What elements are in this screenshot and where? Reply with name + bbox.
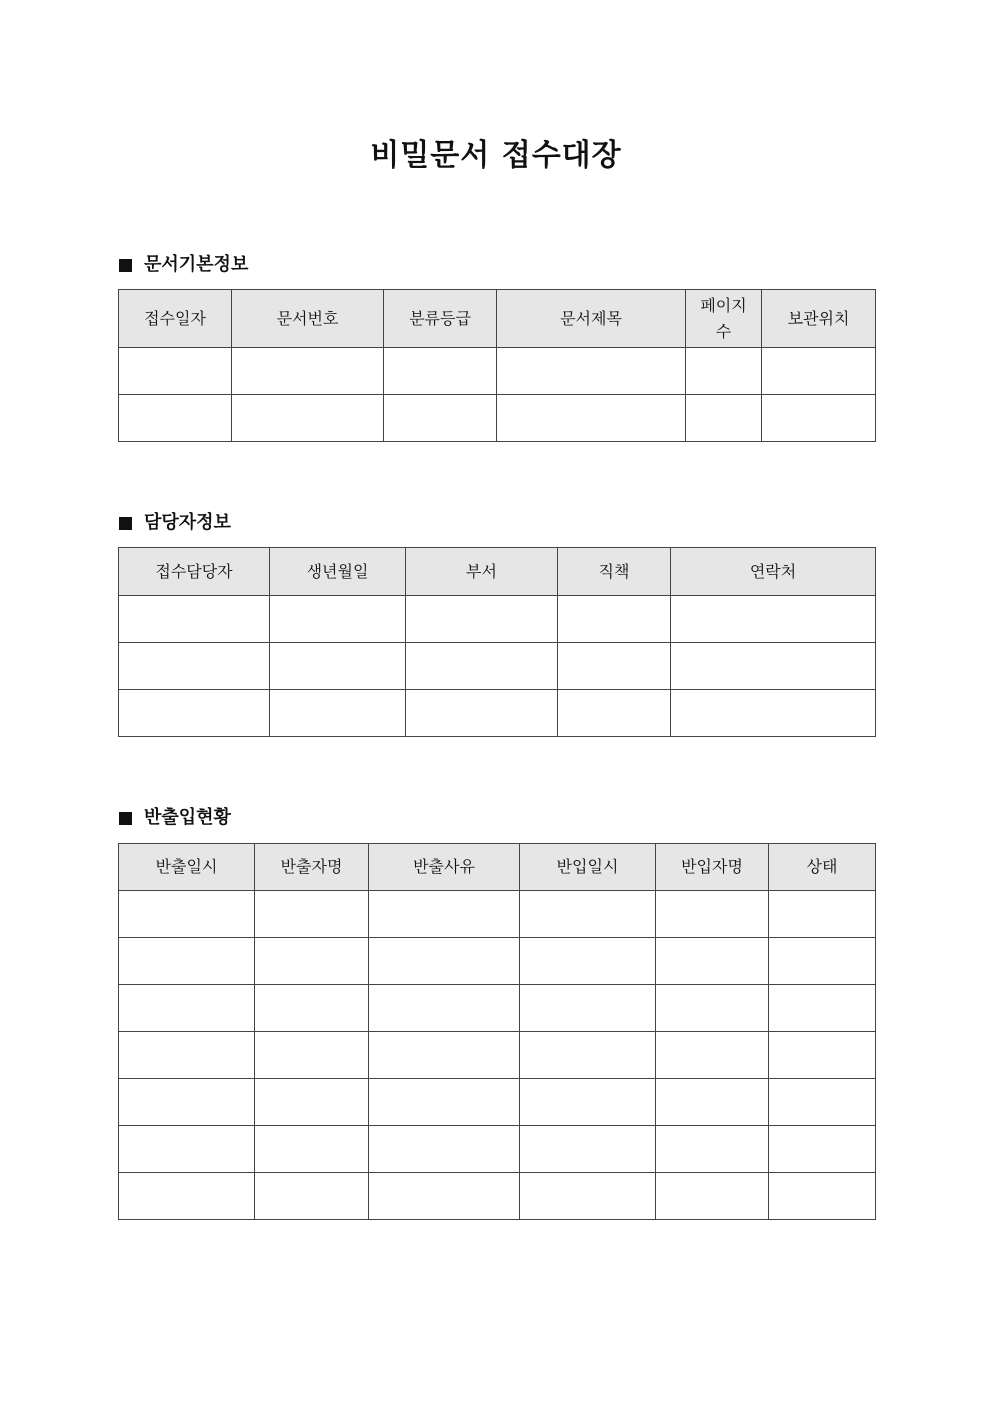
table-cell[interactable] [520, 1079, 656, 1126]
table-cell[interactable] [656, 1126, 769, 1173]
table-cell[interactable] [270, 596, 406, 643]
table-cell[interactable] [119, 985, 255, 1032]
column-header: 직책 [558, 548, 671, 596]
table-cell[interactable] [558, 690, 671, 737]
table-cell[interactable] [769, 1079, 876, 1126]
table-cell[interactable] [769, 1032, 876, 1079]
column-header: 접수일자 [119, 290, 232, 348]
table-cell[interactable] [119, 690, 270, 737]
table-cell[interactable] [656, 938, 769, 985]
table-cell[interactable] [119, 643, 270, 690]
table-cell[interactable] [255, 938, 369, 985]
table-cell[interactable] [232, 348, 384, 395]
table-cell[interactable] [232, 395, 384, 442]
table-cell[interactable] [558, 643, 671, 690]
section-title: 담당자정보 [144, 512, 231, 533]
table-cell[interactable] [255, 1126, 369, 1173]
column-header: 페이지수 [686, 290, 762, 348]
table-cell[interactable] [769, 985, 876, 1032]
column-header: 보관위치 [762, 290, 876, 348]
section-heading-handler [119, 511, 231, 535]
column-header: 상태 [769, 844, 876, 891]
table-cell[interactable] [558, 596, 671, 643]
section-heading-inout [119, 806, 231, 830]
column-header: 문서제목 [497, 290, 686, 348]
table-cell[interactable] [671, 690, 876, 737]
table-cell[interactable] [119, 938, 255, 985]
table-cell[interactable] [270, 690, 406, 737]
table-cell[interactable] [384, 348, 497, 395]
table-cell[interactable] [119, 1079, 255, 1126]
inout-status-table [118, 843, 876, 1220]
table-cell[interactable] [656, 891, 769, 938]
table-cell[interactable] [520, 1126, 656, 1173]
table-cell[interactable] [369, 891, 520, 938]
table-cell[interactable] [119, 891, 255, 938]
column-header: 반출일시 [119, 844, 255, 891]
inout-table-body [119, 891, 876, 1220]
table-cell[interactable] [769, 938, 876, 985]
table-cell[interactable] [762, 395, 876, 442]
table-cell[interactable] [497, 348, 686, 395]
section-title: 문서기본정보 [144, 254, 249, 275]
table-cell[interactable] [255, 891, 369, 938]
section-heading-basic [119, 253, 248, 277]
table-cell[interactable] [671, 643, 876, 690]
column-header: 반입자명 [656, 844, 769, 891]
table-cell[interactable] [656, 1032, 769, 1079]
page-title: 비밀문서 접수대장 [370, 138, 622, 173]
table-cell[interactable] [656, 985, 769, 1032]
table-cell[interactable] [686, 395, 762, 442]
table-cell[interactable] [406, 643, 558, 690]
table-cell[interactable] [255, 1173, 369, 1220]
square-bullet-icon [119, 517, 132, 530]
column-header: 분류등급 [384, 290, 497, 348]
table-cell[interactable] [369, 1079, 520, 1126]
column-header: 반입일시 [520, 844, 656, 891]
column-header: 문서번호 [232, 290, 384, 348]
table-cell[interactable] [520, 985, 656, 1032]
table-cell[interactable] [255, 985, 369, 1032]
table-cell[interactable] [369, 1032, 520, 1079]
table-cell[interactable] [119, 395, 232, 442]
table-cell[interactable] [119, 596, 270, 643]
table-cell[interactable] [520, 938, 656, 985]
square-bullet-icon [119, 812, 132, 825]
table-cell[interactable] [762, 348, 876, 395]
table-cell[interactable] [369, 938, 520, 985]
table-cell[interactable] [255, 1032, 369, 1079]
table-cell[interactable] [255, 1079, 369, 1126]
table-cell[interactable] [656, 1079, 769, 1126]
table-cell[interactable] [686, 348, 762, 395]
table-cell[interactable] [520, 1032, 656, 1079]
square-bullet-icon [119, 259, 132, 272]
table-cell[interactable] [520, 891, 656, 938]
table-cell[interactable] [671, 596, 876, 643]
table-cell[interactable] [406, 690, 558, 737]
table-cell[interactable] [497, 395, 686, 442]
column-header: 접수담당자 [119, 548, 270, 596]
column-header: 연락처 [671, 548, 876, 596]
table-cell[interactable] [369, 1126, 520, 1173]
table-cell[interactable] [520, 1173, 656, 1220]
basic-info-table [118, 289, 876, 442]
column-header: 부서 [406, 548, 558, 596]
section-title: 반출입현황 [144, 807, 231, 828]
table-cell[interactable] [656, 1173, 769, 1220]
handler-info-table [118, 547, 876, 737]
table-cell[interactable] [119, 1126, 255, 1173]
table-cell[interactable] [406, 596, 558, 643]
table-cell[interactable] [369, 985, 520, 1032]
table-cell[interactable] [119, 1032, 255, 1079]
table-cell[interactable] [769, 1126, 876, 1173]
table-cell[interactable] [270, 643, 406, 690]
table-cell[interactable] [119, 1173, 255, 1220]
table-cell[interactable] [384, 395, 497, 442]
column-header: 반출사유 [369, 844, 520, 891]
table-cell[interactable] [769, 891, 876, 938]
table-cell[interactable] [119, 348, 232, 395]
column-header: 반출자명 [255, 844, 369, 891]
column-header: 생년월일 [270, 548, 406, 596]
table-cell[interactable] [769, 1173, 876, 1220]
table-cell[interactable] [369, 1173, 520, 1220]
